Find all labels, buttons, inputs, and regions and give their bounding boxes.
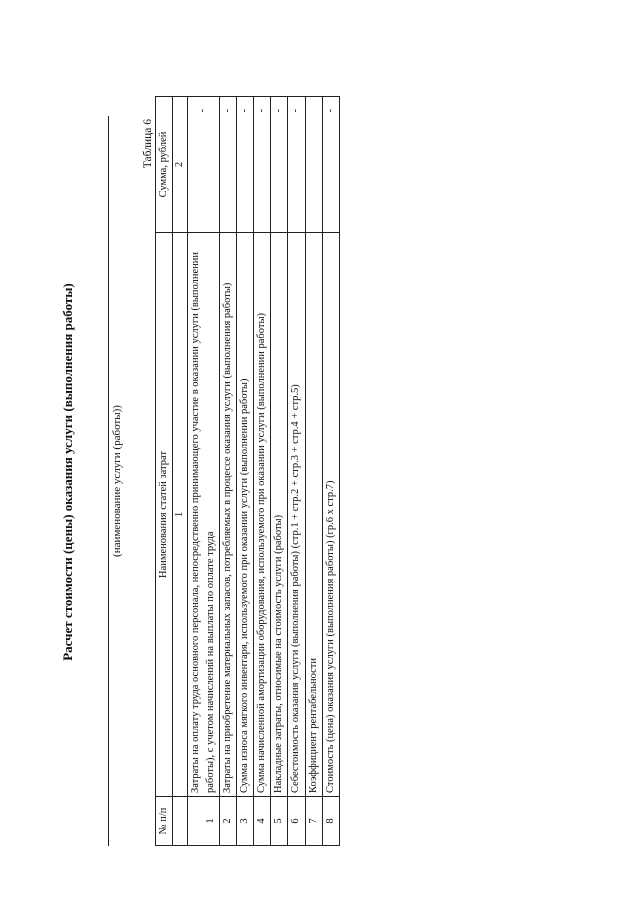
cost-calculation-table [155,96,340,846]
table-row [288,97,305,846]
index-sum: 2 [173,97,188,233]
header-name: Наименования статей затрат [156,233,173,797]
table-row [322,97,339,846]
row-sum: - [254,97,271,233]
row-sum: - [219,97,236,233]
row-name: Сумма износа мягкого инвентаря, используемого при оказании услуги (выполнении работы) [236,233,253,797]
row-sum: - [236,97,253,233]
row-num: 5 [271,797,288,846]
document-title: Расчет стоимости (цены) оказания услуги (выполнения работы) [60,283,75,661]
table-header-row [156,97,173,846]
index-name: 1 [173,233,188,797]
index-num [173,797,188,846]
service-name-line [108,116,109,846]
table-row [305,97,322,846]
header-num: № п/п [156,797,173,846]
row-sum: - [271,97,288,233]
row-num: 1 [188,797,219,846]
row-num: 2 [219,797,236,846]
header-sum: Сумма, рублей [156,97,173,233]
row-sum [305,97,322,233]
row-name: Затраты на приобретение материальных запасов, потребляемых в процессе оказания услуги (выполнения работы) [219,233,236,797]
row-name: Коэффициент рентабельности [305,233,322,797]
row-name: Стоимость (цена) оказания услуги (выполнения работы) (гр.6 х стр.7) [322,233,339,797]
row-sum: - [322,97,339,233]
row-num: 6 [288,797,305,846]
row-name: Сумма начисленной амортизации оборудования, используемого при оказании услуги (выполнении работы) [254,233,271,797]
table-row [254,97,271,846]
table-row [271,97,288,846]
table-row [236,97,253,846]
row-num: 4 [254,797,271,846]
row-num: 3 [236,797,253,846]
table-row [219,97,236,846]
table-label: Таблица 6 [142,119,154,169]
row-name: Накладные затраты, относимые на стоимость услуги (работы) [271,233,288,797]
table-index-row [173,97,188,846]
row-num: 7 [305,797,322,846]
row-sum: - [288,97,305,233]
row-name: Затраты на оплату труда основного персонала, непосредственно принимающего участие в оказании услуги (выполнении работы), с учетом начислений на выплаты по оплате труда [188,233,219,797]
row-name: Себестоимость оказания услуги (выполнения работы) (стр.1 + стр.2 + стр.3 + стр.4 + стр.5) [288,233,305,797]
service-name-caption: (наименование услуги (работы)) [111,405,123,557]
row-sum: - [188,97,219,233]
table-row [188,97,219,846]
row-num: 8 [322,797,339,846]
